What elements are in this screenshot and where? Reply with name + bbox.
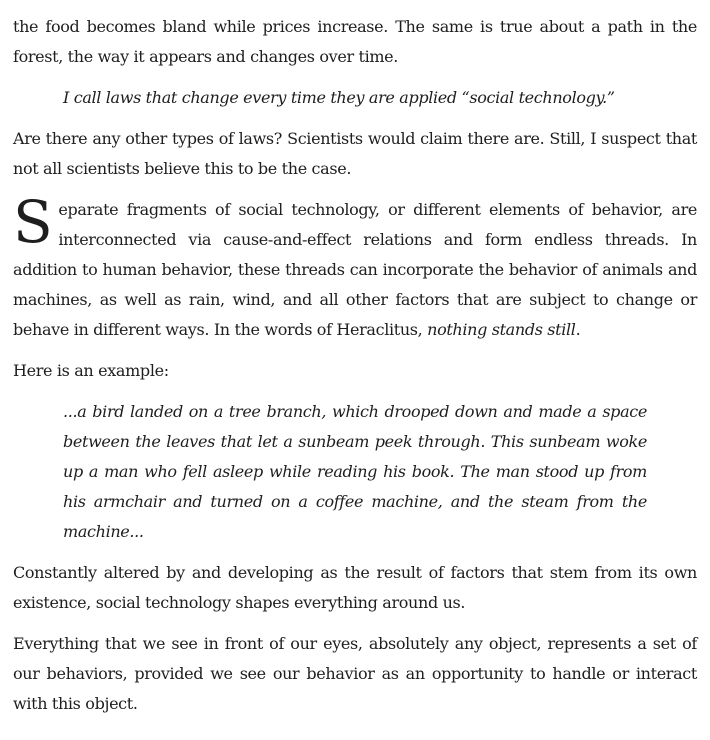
quote-bird-example: ...a bird landed on a tree branch, which drooped down and made a space between the leaves that let a sunbeam peek through. This sunbeam woke up a man who fell asleep while reading his book. The man stood up from his armchair and turned on a coffee machine, and the steam from the machine...: [63, 402, 647, 541]
paragraph-other-laws: Are there any other types of laws? Scientists would claim there are. Still, I suspect that not all scientists believe this to be the case.: [13, 129, 697, 178]
quote-social-technology: I call laws that change every time they are applied “social technology.”: [63, 88, 615, 107]
paragraph-everything-we-see: Everything that we see in front of our eyes, absolutely any object, represents a set of our behaviors, provided we see our behavior as an opportunity to handle or interact with this object.: [13, 634, 697, 713]
drop-cap-letter: S: [13, 188, 53, 256]
paragraph-fragments-text: eparate fragments of social technology, or different elements of behavior, are interconnected via cause-and-effect relations and form endless threads. In addition to human behavior, these threads can incorporate the behavior of animals and machines, as well as rain, wind, and all other factors that are subject to change or behave in different ways. In the words of Heraclitus,: [13, 200, 697, 339]
paragraph-food-path: the food becomes bland while prices increase. The same is true about a path in the forest, the way it appears and changes over time.: [13, 17, 697, 66]
paragraph-example-intro: Here is an example:: [13, 361, 169, 380]
document-page: [13, 0, 697, 719]
paragraph-constantly-altered: Constantly altered by and developing as the result of factors that stem from its own existence, social technology shapes everything around us.: [13, 563, 697, 612]
paragraph-fragments-end: .: [575, 320, 581, 339]
paragraph-fragments: [13, 188, 697, 345]
heraclitus-quote: nothing stands still: [427, 320, 576, 339]
